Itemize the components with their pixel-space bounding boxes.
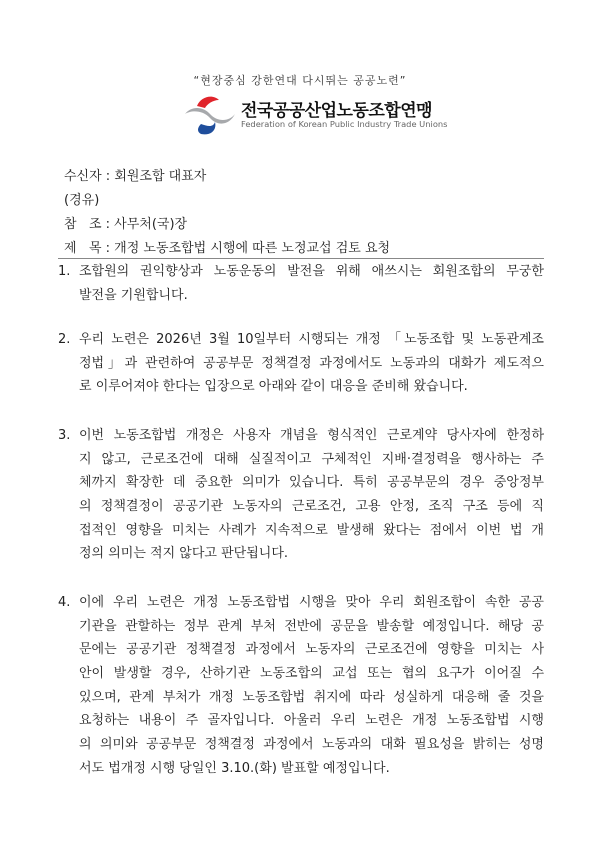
paragraph-1 bbox=[58, 260, 544, 307]
paragraph-line: 이에 우리 노련은 개정 노동조합법 시행을 맞아 우리 회원조합이 속한 공공 bbox=[79, 595, 544, 610]
paragraph-number: 2. bbox=[58, 332, 71, 347]
paragraph-line: 의 의미와 공공부문 정책결정 과정에서 노동과의 대화 필요성을 밝히는 성명 bbox=[79, 737, 544, 753]
paragraph-number: 4. bbox=[58, 595, 71, 610]
paragraph-line: 이번 노동조합법 개정은 사용자 개념을 형식적인 근로계약 당사자에 한정하 bbox=[79, 428, 544, 443]
paragraph-line: 문에는 공공기관 정책결정 과정에서 노동자의 근로조건에 영향을 미치는 사 bbox=[79, 642, 544, 658]
paragraph-4 bbox=[58, 591, 544, 781]
paragraph-line: 우리 노련은 2026년 3월 10일부터 시행되는 개정 「노동조합 및 노동관계조 bbox=[79, 332, 544, 347]
paragraph-line: 발전을 기원합니다. bbox=[79, 287, 188, 303]
header-divider bbox=[58, 258, 544, 259]
paragraph-line: 서도 법개정 시행 당일인 3.10.(화) 발표할 예정입니다. bbox=[79, 760, 390, 776]
paragraph-line: 의 정책결정이 공공기관 노동자의 근로조건, 고용 안정, 조직 구조 등에 직 bbox=[79, 499, 544, 515]
paragraph-line: 있으며, 관계 부처가 개정 노동조합법 취지에 따라 성실하게 대응해 줄 것을 bbox=[79, 689, 544, 705]
subject-line: 제 목 : 개정 노동조합법 시행에 따른 노정교섭 검토 요청 bbox=[64, 241, 391, 256]
recipient-line: 수신자 : 회원조합 대표자 bbox=[64, 169, 207, 184]
paragraph-line: 지 않고, 근로조건에 대해 실질적이고 구체적인 지배·결정력을 행사하는 주 bbox=[79, 451, 544, 467]
paragraph-line: 체까지 확장한 데 중요한 의미가 있습니다. 특히 공공부문의 경우 중앙정부 bbox=[79, 475, 544, 491]
via-line: (경유) bbox=[64, 193, 100, 208]
logo-emblem-icon bbox=[183, 94, 237, 136]
paragraph-line: 정법」과 관련하여 공공부문 정책결정 과정에서도 노동과의 대화가 제도적으 bbox=[79, 355, 544, 371]
paragraph-line: 로 이루어져야 한다는 입장으로 아래와 같이 대응을 준비해 왔습니다. bbox=[79, 379, 468, 395]
paragraph-line: 요청하는 내용이 주 골자입니다. 아울러 우리 노련은 개정 노동조합법 시행 bbox=[79, 713, 544, 729]
paragraph-number: 1. bbox=[58, 264, 71, 279]
paragraph-2 bbox=[58, 328, 544, 399]
paragraph-line: 기관을 관할하는 정부 관계 부처 전반에 공문을 발송할 예정입니다. 해당 공 bbox=[79, 618, 544, 634]
paragraph-3 bbox=[58, 424, 544, 566]
paragraph-line: 안이 발생할 경우, 산하기관 노동조합의 교섭 또는 협의 요구가 이어질 수 bbox=[79, 666, 544, 682]
paragraph-line: 조합원의 권익향상과 노동운동의 발전을 위해 애쓰시는 회원조합의 무궁한 bbox=[79, 264, 544, 279]
paragraph-number: 3. bbox=[58, 428, 71, 443]
federation-logo bbox=[183, 94, 448, 136]
logo-name-english: Federation of Korean Public Industry Trade Unions bbox=[241, 119, 448, 129]
paragraph-line: 정의 의미는 적지 않다고 판단됩니다. bbox=[79, 546, 289, 562]
paragraph-line: 접적인 영향을 미치는 사례가 지속적으로 발생해 왔다는 점에서 이번 법 개 bbox=[79, 522, 544, 538]
reference-line: 참 조 : 사무처(국)장 bbox=[64, 217, 188, 232]
slogan: “현장중심 강한연대 다시뛰는 공공노련” bbox=[193, 74, 407, 87]
logo-name-korean: 전국공공산업노동조합연맹 bbox=[241, 101, 433, 121]
